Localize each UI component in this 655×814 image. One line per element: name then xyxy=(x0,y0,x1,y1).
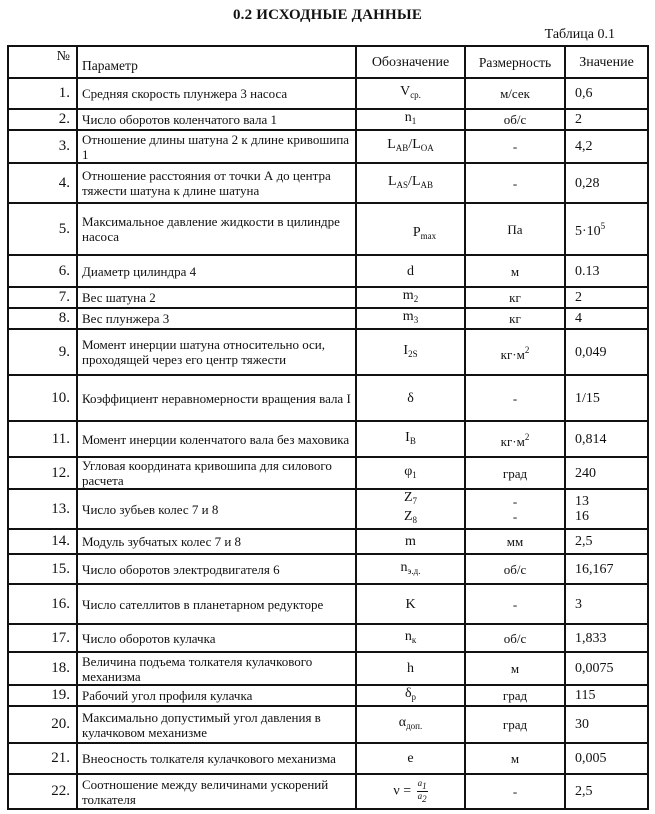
table-row xyxy=(8,624,648,652)
symbol-subscript: AB xyxy=(395,143,409,153)
row-unit: Па xyxy=(465,203,565,255)
symbol-subscript: AS xyxy=(396,179,409,190)
unit-base: кг·м xyxy=(500,346,525,362)
row-parameter: Средняя скорость плунжера 3 насоса xyxy=(77,78,356,109)
row-symbol xyxy=(356,287,465,308)
row-unit: об/с xyxy=(465,624,565,652)
symbol-wrap xyxy=(405,110,417,125)
symbol-wrap xyxy=(400,84,421,99)
row-number: 21. xyxy=(8,743,77,774)
table-row xyxy=(8,421,648,457)
unit-base: кг·м xyxy=(500,433,525,449)
symbol-subscript: 3 xyxy=(413,315,419,325)
row-symbol xyxy=(356,163,465,203)
symbol-separator: / xyxy=(408,173,412,189)
symbol-wrap xyxy=(407,751,413,766)
symbol-base: K xyxy=(405,596,416,612)
row-parameter: Внеосность толкателя кулачкового механизма xyxy=(77,743,356,774)
row-unit: м xyxy=(465,743,565,774)
table-row xyxy=(8,489,648,529)
row-symbol xyxy=(356,457,465,489)
row-parameter: Величина подъема толкателя кулачкового механизма xyxy=(77,652,356,685)
row-parameter: Вес плунжера 3 xyxy=(77,308,356,329)
symbol-base: φ xyxy=(404,463,413,479)
table-row xyxy=(8,78,648,109)
row-symbol xyxy=(356,421,465,457)
row-symbol xyxy=(356,329,465,375)
symbol-base: P xyxy=(412,224,421,240)
header-unit: Размерность xyxy=(465,46,565,78)
symbol-subscript: OA xyxy=(420,143,434,153)
symbol-separator: / xyxy=(408,137,413,152)
row-parameter: Число оборотов коленчатого вала 1 xyxy=(77,109,356,130)
unit-superscript: 2 xyxy=(524,344,530,355)
row-number: 2. xyxy=(8,109,77,130)
symbol-wrap xyxy=(404,464,417,479)
symbol-base: d xyxy=(407,263,414,279)
table-row xyxy=(8,554,648,584)
denominator-base: a xyxy=(417,791,423,801)
symbol-base: Z xyxy=(403,509,413,524)
row-value: 0,0075 xyxy=(565,652,648,685)
row-parameter: Число зубьев колес 7 и 8 xyxy=(77,489,356,529)
row-value: 3 xyxy=(565,584,648,624)
row-number: 16. xyxy=(8,584,77,624)
row-value: 2 xyxy=(565,109,648,130)
fraction-denominator xyxy=(417,792,428,804)
row-symbol xyxy=(356,706,465,743)
row-unit: град xyxy=(465,685,565,706)
header-param: Параметр xyxy=(77,46,356,78)
row-number: 17. xyxy=(8,624,77,652)
row-unit: - xyxy=(465,130,565,163)
symbol-wrap xyxy=(405,534,416,549)
table-row xyxy=(8,109,648,130)
value-line: 16 xyxy=(575,509,589,524)
row-unit: кг xyxy=(465,308,565,329)
row-number: 7. xyxy=(8,287,77,308)
symbol-base: h xyxy=(407,661,414,676)
row-value: 2,5 xyxy=(565,774,648,809)
row-number: 11. xyxy=(8,421,77,457)
row-number: 8. xyxy=(8,308,77,329)
row-symbol xyxy=(356,652,465,685)
value-base: 5·10 xyxy=(575,224,601,239)
row-parameter: Угловая координата кривошипа для силового расчета xyxy=(77,457,356,489)
symbol-wrap xyxy=(407,391,414,406)
row-value: 0,814 xyxy=(565,421,648,457)
row-value: 0,005 xyxy=(565,743,648,774)
numerator-subscript: 1 xyxy=(422,781,427,791)
symbol-base: I xyxy=(403,342,409,358)
row-unit: град xyxy=(465,706,565,743)
symbol-wrap xyxy=(413,225,436,244)
symbol-base: δ xyxy=(407,390,414,406)
symbol-subscript: э.д. xyxy=(407,565,421,576)
row-value: 0,6 xyxy=(565,78,648,109)
row-unit: град xyxy=(465,457,565,489)
row-symbol xyxy=(356,375,465,421)
row-parameter: Отношение расстояния от точки А до центра тяжести шатуна к длине шатуна xyxy=(77,163,356,203)
row-unit xyxy=(465,329,565,375)
symbol-line xyxy=(361,509,460,528)
symbol-base: n xyxy=(404,628,412,644)
row-parameter: Число оборотов кулачка xyxy=(77,624,356,652)
table-row xyxy=(8,255,648,287)
denominator-subscript: 2 xyxy=(422,794,427,804)
symbol-base: L xyxy=(387,137,396,152)
symbol-subscript: B xyxy=(409,435,416,446)
symbol-wrap xyxy=(405,629,416,644)
numerator-base: a xyxy=(417,778,423,788)
row-parameter: Модуль зубчатых колес 7 и 8 xyxy=(77,529,356,554)
row-value: 4,2 xyxy=(565,130,648,163)
page-title: 0.2 ИСХОДНЫЕ ДАННЫЕ xyxy=(232,7,423,23)
row-symbol xyxy=(356,109,465,130)
row-number: 3. xyxy=(8,130,77,163)
row-value: 0.13 xyxy=(565,255,648,287)
symbol-subscript: доп. xyxy=(406,721,423,731)
row-number: 6. xyxy=(8,255,77,287)
header-num: № xyxy=(8,46,77,78)
table-row xyxy=(8,375,648,421)
row-value: 2,5 xyxy=(565,529,648,554)
table-row xyxy=(8,130,648,163)
unit-line: - xyxy=(512,494,518,509)
symbol-subscript: 8 xyxy=(412,515,418,525)
symbol-wrap xyxy=(405,597,415,612)
symbol-base: m xyxy=(405,534,416,549)
row-value: 240 xyxy=(565,457,648,489)
row-parameter: Число сателлитов в планетарном редукторе xyxy=(77,584,356,624)
header-symbol: Обозначение xyxy=(356,46,465,78)
row-symbol xyxy=(356,78,465,109)
symbol-wrap xyxy=(399,715,423,730)
table-row xyxy=(8,203,648,255)
symbol-subscript: к xyxy=(411,634,417,645)
table-row xyxy=(8,287,648,308)
table-row xyxy=(8,652,648,685)
symbol-subscript: AB xyxy=(420,179,434,190)
row-unit: - xyxy=(465,163,565,203)
row-unit: об/с xyxy=(465,109,565,130)
symbol-base: I xyxy=(405,429,410,445)
row-value: 16,167 xyxy=(565,554,648,584)
table-body xyxy=(8,78,648,809)
table-row xyxy=(8,457,648,489)
row-parameter: Число оборотов электродвигателя 6 xyxy=(77,554,356,584)
row-symbol xyxy=(356,489,465,529)
symbol-base: Z xyxy=(403,490,413,505)
row-value: 2 xyxy=(565,287,648,308)
row-value: 0,28 xyxy=(565,163,648,203)
row-parameter: Коэффициент неравномерности вращения вала I xyxy=(77,375,356,421)
row-number: 5. xyxy=(8,203,77,255)
row-symbol xyxy=(356,774,465,809)
row-symbol xyxy=(356,203,465,255)
source-data-table xyxy=(7,45,649,810)
symbol-subscript: 1 xyxy=(412,469,417,480)
symbol-base: L xyxy=(411,173,421,189)
symbol-subscript: 1 xyxy=(411,116,417,126)
row-parameter: Отношение длины шатуна 2 к длине кривошипа 1 xyxy=(77,130,356,163)
row-number: 12. xyxy=(8,457,77,489)
symbol-wrap xyxy=(401,560,421,575)
row-number: 1. xyxy=(8,78,77,109)
row-parameter: Момент инерции шатуна относительно оси, проходящей через его центр тяжести xyxy=(77,329,356,375)
row-unit xyxy=(465,489,565,529)
value-superscript: 5 xyxy=(600,221,606,231)
symbol-base: ν = xyxy=(393,783,415,799)
symbol-fraction xyxy=(417,779,428,804)
row-symbol xyxy=(356,624,465,652)
row-parameter: Максимально допустимый угол давления в кулачковом механизме xyxy=(77,706,356,743)
table-row xyxy=(8,685,648,706)
value-line: 13 xyxy=(575,494,589,509)
symbol-base: α xyxy=(398,715,407,730)
symbol-subscript: 2S xyxy=(408,348,418,359)
unit-line: - xyxy=(512,509,518,524)
row-unit: - xyxy=(465,375,565,421)
symbol-base: n xyxy=(404,110,412,125)
row-unit xyxy=(465,421,565,457)
symbol-base: n xyxy=(400,559,408,575)
symbol-base: e xyxy=(407,751,414,766)
row-value: 0,049 xyxy=(565,329,648,375)
symbol-wrap xyxy=(405,686,416,701)
symbol-base: L xyxy=(412,137,421,152)
row-value: 1/15 xyxy=(565,375,648,421)
symbol-subscript: max xyxy=(420,230,437,241)
table-row xyxy=(8,706,648,743)
symbol-base: V xyxy=(400,84,411,99)
row-value: 115 xyxy=(565,685,648,706)
row-symbol xyxy=(356,584,465,624)
row-unit: кг xyxy=(465,287,565,308)
row-parameter: Рабочий угол профиля кулачка xyxy=(77,685,356,706)
unit-superscript: 2 xyxy=(524,431,530,442)
table-caption: Таблица 0.1 xyxy=(544,27,615,42)
symbol-base: m xyxy=(402,288,414,303)
row-number: 9. xyxy=(8,329,77,375)
row-number: 19. xyxy=(8,685,77,706)
symbol-wrap xyxy=(407,264,414,279)
row-value: 4 xyxy=(565,308,648,329)
row-unit: м xyxy=(465,652,565,685)
row-symbol xyxy=(356,685,465,706)
row-unit: - xyxy=(465,584,565,624)
row-number: 14. xyxy=(8,529,77,554)
row-symbol xyxy=(356,743,465,774)
symbol-subscript: 2 xyxy=(413,294,419,304)
table-header-row xyxy=(8,46,648,78)
symbol-base: m xyxy=(402,309,414,324)
row-number: 10. xyxy=(8,375,77,421)
row-number: 20. xyxy=(8,706,77,743)
table-row xyxy=(8,584,648,624)
row-unit: мм xyxy=(465,529,565,554)
row-number: 22. xyxy=(8,774,77,809)
symbol-wrap xyxy=(405,430,416,445)
symbol-subscript: ср. xyxy=(410,90,421,100)
row-symbol xyxy=(356,255,465,287)
symbol-wrap xyxy=(403,343,417,358)
symbol-subscript: р xyxy=(411,692,417,702)
row-value: 30 xyxy=(565,706,648,743)
row-parameter: Соотношение между величинами ускорений толкателя xyxy=(77,774,356,809)
row-parameter: Момент инерции коленчатого вала без маховика xyxy=(77,421,356,457)
row-unit: - xyxy=(465,774,565,809)
symbol-subscript: 7 xyxy=(412,496,418,506)
table-row xyxy=(8,329,648,375)
row-symbol xyxy=(356,554,465,584)
header-value: Значение xyxy=(565,46,648,78)
symbol-wrap xyxy=(403,288,418,303)
row-unit: м/сек xyxy=(465,78,565,109)
table-row xyxy=(8,308,648,329)
symbol-wrap xyxy=(407,661,414,676)
row-unit: об/с xyxy=(465,554,565,584)
row-unit: м xyxy=(465,255,565,287)
symbol-base: δ xyxy=(404,686,412,701)
row-symbol xyxy=(356,308,465,329)
table-row xyxy=(8,743,648,774)
row-parameter: Диаметр цилиндра 4 xyxy=(77,255,356,287)
row-value xyxy=(565,203,648,255)
row-number: 4. xyxy=(8,163,77,203)
symbol-base: L xyxy=(387,173,397,189)
row-value: 1,833 xyxy=(565,624,648,652)
table-row xyxy=(8,774,648,809)
row-symbol xyxy=(356,130,465,163)
row-number: 15. xyxy=(8,554,77,584)
row-number: 13. xyxy=(8,489,77,529)
row-parameter: Максимальное давление жидкости в цилиндре насоса xyxy=(77,203,356,255)
symbol-line xyxy=(361,490,460,509)
table-row xyxy=(8,163,648,203)
table-row xyxy=(8,529,648,554)
row-number: 18. xyxy=(8,652,77,685)
row-symbol xyxy=(356,529,465,554)
row-value xyxy=(565,489,648,529)
row-parameter: Вес шатуна 2 xyxy=(77,287,356,308)
symbol-wrap xyxy=(403,309,418,324)
